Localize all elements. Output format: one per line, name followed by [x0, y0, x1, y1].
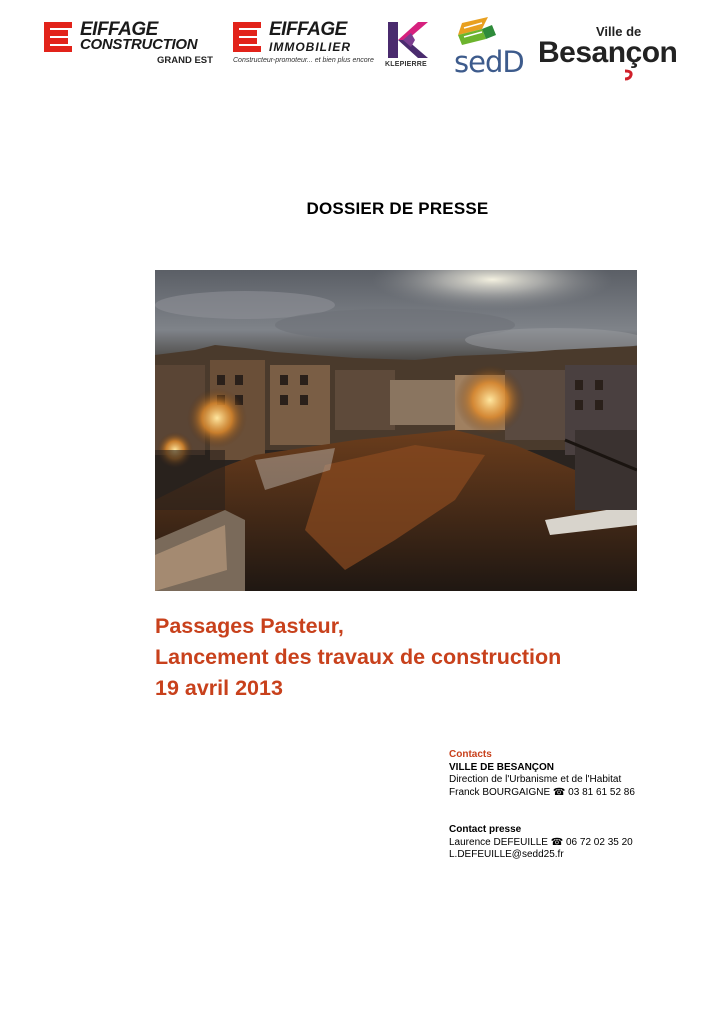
- construction-word: CONSTRUCTION: [80, 36, 198, 53]
- press-title: [155, 611, 561, 704]
- phone-icon: ☎: [550, 836, 564, 848]
- press-email[interactable]: L.DEFEUILLE@sedd25.fr: [449, 849, 564, 860]
- contacts-dept: Direction de l'Urbanisme et de l'Habitat: [449, 774, 622, 785]
- phone-icon: ☎: [552, 786, 566, 798]
- klepierre-logo: [385, 20, 431, 72]
- press-contact-line: [449, 837, 635, 850]
- ville-de-word: Ville de: [596, 24, 642, 39]
- sedd-word: sedD: [454, 45, 524, 79]
- press-contact-label: Contact presse: [449, 824, 522, 835]
- contacts-block: [449, 749, 635, 862]
- eiffage-word: EIFFAGE: [269, 19, 347, 40]
- contacts-label: Contacts: [449, 749, 492, 760]
- sedd-logo: [452, 15, 522, 77]
- contacts-person-line: [449, 787, 635, 800]
- eiffage-construction-logo: [44, 20, 224, 70]
- besancon-logo: [538, 24, 678, 84]
- press-phone: 06 72 02 35 20: [565, 836, 633, 848]
- title-date: 19 avril 2013: [155, 676, 283, 700]
- immobilier-tagline: Constructeur-promoteur... et bien plus encore: [233, 57, 374, 64]
- contacts-org: VILLE DE BESANÇON: [449, 761, 555, 773]
- title-line-2: Lancement des travaux de construction: [155, 645, 562, 669]
- contacts-person: Franck BOURGAIGNE: [449, 786, 551, 798]
- grand-est-word: GRAND EST: [157, 55, 213, 66]
- eiffage-immobilier-logo: [233, 20, 373, 70]
- klepierre-caption: KLEPIERRE: [385, 61, 427, 68]
- eiffage-e-icon: [44, 22, 76, 52]
- klepierre-k-icon: [385, 20, 431, 60]
- eiffage-word: EIFFAGE: [80, 19, 158, 40]
- immobilier-word: IMMOBILIER: [269, 40, 351, 54]
- title-line-1: Passages Pasteur,: [155, 614, 344, 638]
- contacts-phone: 03 81 61 52 86: [568, 786, 635, 798]
- construction-site-photo: [155, 270, 637, 591]
- press-person: Laurence DEFEUILLE: [449, 836, 548, 848]
- besancon-word: Besançon: [538, 36, 678, 69]
- partner-logos: [0, 0, 725, 90]
- page-heading: DOSSIER DE PRESSE: [306, 199, 489, 218]
- sedd-leaf-icon: [452, 15, 522, 47]
- eiffage-e-icon: [233, 22, 265, 52]
- cedilla-accent-icon: [622, 69, 636, 81]
